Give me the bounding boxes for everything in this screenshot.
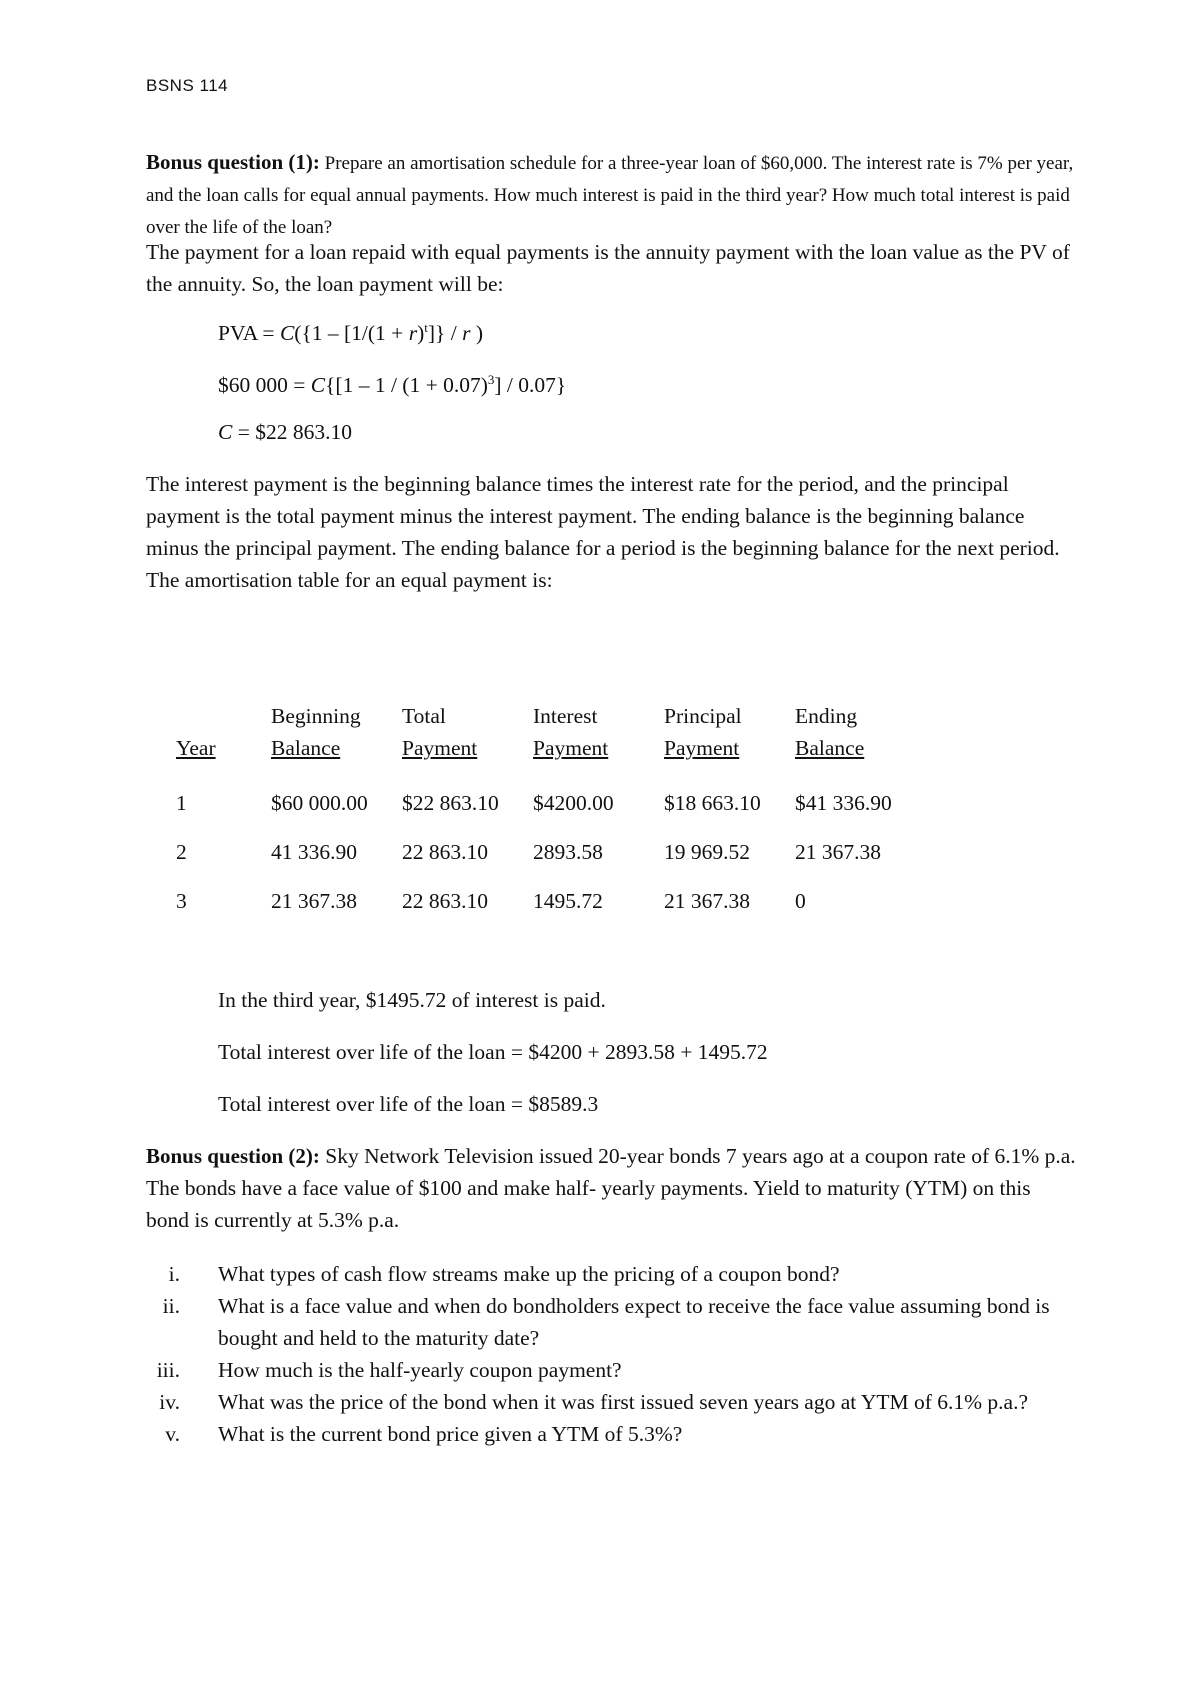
list-item-number: iii. [156,1358,180,1382]
table-cell: 3 [176,889,187,913]
bonus-question-2 [146,1140,1076,1236]
course-code-header: BSNS 114 [146,76,229,95]
list-item [146,1418,1076,1450]
list-item-number: i. [168,1262,180,1286]
table-cell: 1495.72 [533,889,603,913]
bonus-question-2-list [146,1258,1076,1450]
header-ending-balance: Ending Balance [795,704,865,760]
list-item-text: What types of cash flow streams make up the pricing of a coupon bond? [218,1262,840,1286]
amortisation-explanation: The interest payment is the beginning balance times the interest rate for the period, and the principal payment is the total payment minus the interest payment. The ending balance is the beginning balance minus the principal payment. The ending balance for a period is the beginning balance for the next period. The amortisation table for an equal payment is: [146,472,1060,592]
list-item [146,1290,1076,1354]
bonus-question-2-text: Sky Network Television issued 20-year bonds 7 years ago at a coupon rate of 6.1% p.a. The bonds have a face value of $100 and make half- yearly payments. Yield to maturity (YTM) on this bond is currently at 5.3% p.a. [146,1144,1076,1232]
table-cell: $22 863.10 [402,791,499,815]
list-item-number: v. [165,1422,180,1446]
result-total-interest-expression: Total interest over life of the loan = $4200 + 2893.58 + 1495.72 [218,1040,768,1064]
list-item-text: What is the current bond price given a YTM of 5.3%? [218,1422,683,1446]
table-cell: 0 [795,889,806,913]
table-cell: 19 969.52 [664,840,750,864]
table-cell: 1 [176,791,187,815]
table-row [176,770,926,819]
table-cell: 41 336.90 [271,840,357,864]
table-row [176,819,926,868]
list-item-number: iv. [159,1390,180,1414]
list-item [146,1386,1076,1418]
table-cell: $4200.00 [533,791,614,815]
table-header-row [176,700,926,770]
list-item-number: ii. [162,1294,180,1318]
table-cell: 22 863.10 [402,840,488,864]
table-cell: $60 000.00 [271,791,368,815]
table-cell: $18 663.10 [664,791,761,815]
amortisation-table [176,700,926,917]
list-item-text: How much is the half-yearly coupon payment? [218,1358,622,1382]
result-third-year-interest: In the third year, $1495.72 of interest is paid. [218,988,606,1012]
header-year: Year [176,736,216,760]
table-cell: 21 367.38 [795,840,881,864]
table-cell: $41 336.90 [795,791,892,815]
header-beginning-balance: Beginning Balance [271,704,361,760]
equation-pva: PVA = $C(\{1 - [1/(1 + r)^t]\} / r$ ) [218,320,483,346]
table-cell: 2 [176,840,187,864]
bonus-question-1-text: Prepare an amortisation schedule for a three-year loan of $60,000. The interest rate is 7% per year, and the loan calls for equal annual payments. How much interest is paid in the third year? How much total interest is paid over the life of the loan? [146,153,1074,238]
equation-substitution: $60 $000 = C\{[1 - 1 / (1 + 0.07)^3] / 0.07\}$ [218,372,567,398]
header-interest-payment: Interest Payment [533,704,609,760]
table-row [176,868,926,917]
table-cell: 2893.58 [533,840,603,864]
bonus-question-1 [146,146,1076,244]
loan-payment-intro: The payment for a loan repaid with equal payments is the annuity payment with the loan value as the PV of the annuity. So, the loan payment will be: [146,240,1070,296]
list-item [146,1258,1076,1290]
bonus-question-2-label: Bonus question (2): [146,1144,320,1168]
table-cell: 21 367.38 [271,889,357,913]
list-item-text: What was the price of the bond when it was first issued seven years ago at YTM of 6.1% p.a.? [218,1390,1028,1414]
result-total-interest-value: Total interest over life of the loan = $8589.3 [218,1092,599,1116]
table-cell: 21 367.38 [664,889,750,913]
equation-result: C = $22 863.10 [218,420,352,444]
list-item-text: What is a face value and when do bondholders expect to receive the face value assuming bond is bought and held to the maturity date? [218,1294,1050,1350]
table-cell: 22 863.10 [402,889,488,913]
header-principal-payment: Principal Payment [664,704,742,760]
header-total-payment: Total Payment [402,704,478,760]
list-item [146,1354,1076,1386]
bonus-question-1-label: Bonus question (1): [146,150,320,174]
